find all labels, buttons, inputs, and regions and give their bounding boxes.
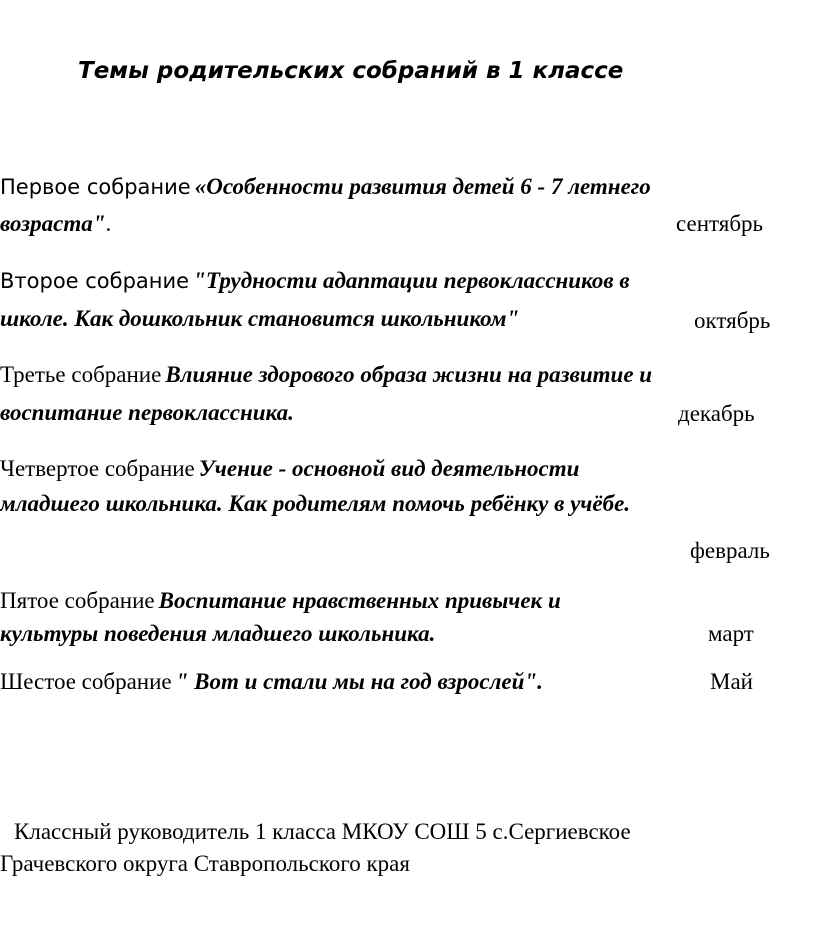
meeting-4-label: Четвертое собрание (0, 456, 195, 481)
meeting-2-line1 (0, 268, 630, 294)
meeting-4-line1 (0, 456, 579, 482)
meeting-5-line1 (0, 588, 561, 614)
meeting-1-label: Первое собрание (0, 175, 191, 199)
page-title: Темы родительских собраний в 1 классе (78, 58, 624, 84)
meeting-2-label: Второе собрание (0, 269, 190, 293)
meeting-6-topic-line1: " Вот и стали мы на год взрослей". (175, 669, 543, 694)
meeting-1-suffix: . (105, 211, 112, 236)
meeting-1-topic-line1: «Особенности развития детей 6 - 7 летнего (194, 174, 651, 199)
meeting-3-month: декабрь (678, 401, 755, 426)
meeting-5-month: март (708, 621, 754, 646)
meeting-4-month: февраль (690, 538, 770, 563)
meeting-3-topic-line1: Влияние здорового образа жизни на развитие и (165, 362, 653, 387)
meeting-1-topic-line2: возраста" (0, 211, 106, 236)
meeting-2-topic-line1: "Трудности адаптации первоклассников в (193, 268, 630, 293)
meeting-2-month: октябрь (694, 308, 771, 333)
meeting-6-line1 (0, 669, 543, 695)
meeting-4-topic-line2: младшего школьника. Как родителям помочь ребёнку в учёбе. (0, 491, 631, 516)
meeting-5-topic-line1: Воспитание нравственных привычек и (158, 588, 561, 613)
meeting-1-line2 (0, 211, 111, 237)
meeting-2-topic-line2: школе. Как дошкольник становится школьником" (0, 306, 520, 331)
meeting-6-label: Шестое собрание (0, 669, 172, 694)
footer-district: Грачевского округа Ставропольского края (0, 851, 410, 876)
meeting-1-month: сентябрь (676, 211, 764, 236)
meeting-3-line1 (0, 362, 652, 388)
meeting-4-topic-line1: Учение - основной вид деятельности (198, 456, 580, 481)
meeting-5-topic-line2: культуры поведения младшего школьника. (0, 621, 436, 646)
meeting-1-line1 (0, 174, 651, 200)
meeting-3-label: Третье собрание (0, 362, 162, 387)
footer-teacher: Классный руководитель 1 класса МКОУ СОШ 5 с.Сергиевское (14, 819, 631, 844)
meeting-5-label: Пятое собрание (0, 588, 155, 613)
meeting-3-topic-line2: воспитание первоклассника. (0, 400, 294, 425)
meeting-6-month: Май (710, 669, 753, 694)
